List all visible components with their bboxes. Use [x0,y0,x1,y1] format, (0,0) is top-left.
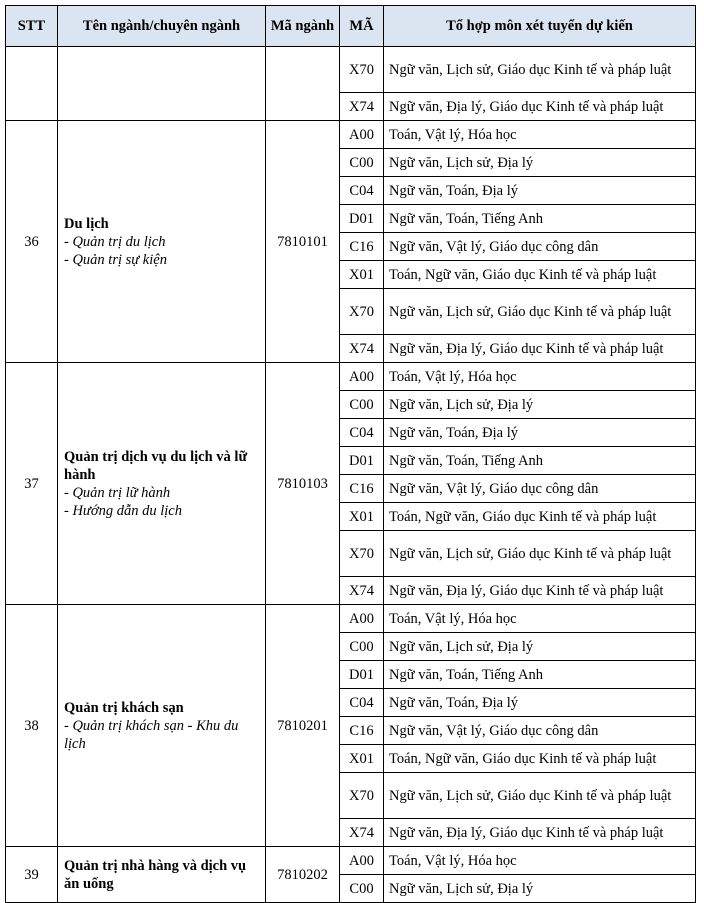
table-row [6,363,696,391]
major-title: Du lịch [64,215,109,232]
subject-combination: Ngữ văn, Toán, Tiếng Anh [384,661,696,689]
major-title: Quản trị dịch vụ du lịch và lữ hành [64,448,248,483]
subject-combination: Ngữ văn, Địa lý, Giáo dục Kinh tế và pháp luật [384,577,696,605]
combination-code: C04 [340,419,384,447]
combination-code: C16 [340,475,384,503]
subject-combination: Ngữ văn, Vật lý, Giáo dục công dân [384,233,696,261]
subject-combination: Ngữ văn, Địa lý, Giáo dục Kinh tế và pháp luật [384,93,696,121]
subject-combination: Ngữ văn, Lịch sử, Giáo dục Kinh tế và pháp luật [384,47,696,93]
combination-code: X01 [340,745,384,773]
combination-code: X01 [340,261,384,289]
combination-code: C00 [340,391,384,419]
subject-combination: Ngữ văn, Lịch sử, Địa lý [384,633,696,661]
specialization: - Hướng dẫn du lịch [64,502,182,519]
subject-combination: Ngữ văn, Lịch sử, Địa lý [384,149,696,177]
subject-combination: Ngữ văn, Toán, Tiếng Anh [384,447,696,475]
subject-combination: Ngữ văn, Lịch sử, Địa lý [384,391,696,419]
subject-combination: Ngữ văn, Lịch sử, Giáo dục Kinh tế và pháp luật [384,773,696,819]
header-ma: MÃ [340,6,384,47]
combination-code: C00 [340,633,384,661]
subject-combination: Toán, Vật lý, Hóa học [384,847,696,875]
subject-combination: Ngữ văn, Toán, Địa lý [384,419,696,447]
table-row [6,47,696,93]
subject-combination: Ngữ văn, Toán, Địa lý [384,177,696,205]
combination-code: D01 [340,447,384,475]
major-name-cell [58,605,266,847]
combination-code: A00 [340,363,384,391]
combination-code: X70 [340,531,384,577]
major-name-cell [58,363,266,605]
table-row [6,121,696,149]
specialization: - Quản trị du lịch [64,233,166,250]
combination-code: D01 [340,661,384,689]
specialization: - Quản trị sự kiện [64,251,167,268]
stt-cell: 36 [6,121,58,363]
major-code-cell: 7810103 [266,363,340,605]
subject-combination: Ngữ văn, Vật lý, Giáo dục công dân [384,717,696,745]
subject-combination: Ngữ văn, Toán, Địa lý [384,689,696,717]
combination-code: X01 [340,503,384,531]
subject-combination: Ngữ văn, Lịch sử, Địa lý [384,875,696,903]
combination-code: C16 [340,233,384,261]
combination-code: C16 [340,717,384,745]
combination-code: X70 [340,289,384,335]
subject-combination: Ngữ văn, Địa lý, Giáo dục Kinh tế và pháp luật [384,335,696,363]
stt-cell: 39 [6,847,58,903]
major-name-cell [58,847,266,903]
major-code-cell: 7810201 [266,605,340,847]
subject-combination: Toán, Ngữ văn, Giáo dục Kinh tế và pháp luật [384,261,696,289]
combination-code: A00 [340,121,384,149]
major-code-cell: 7810101 [266,121,340,363]
combination-code: A00 [340,847,384,875]
subject-combination: Toán, Ngữ văn, Giáo dục Kinh tế và pháp luật [384,503,696,531]
subject-combination: Ngữ văn, Lịch sử, Giáo dục Kinh tế và pháp luật [384,289,696,335]
specialization: - Quản trị khách sạn - Khu du lịch [64,717,239,752]
subject-combination: Toán, Vật lý, Hóa học [384,605,696,633]
stt-cell: 37 [6,363,58,605]
table-row [6,847,696,875]
subject-combination: Toán, Vật lý, Hóa học [384,121,696,149]
specialization: - Quản trị lữ hành [64,484,171,501]
subject-combination: Ngữ văn, Toán, Tiếng Anh [384,205,696,233]
combination-code: X74 [340,335,384,363]
combination-code: X70 [340,47,384,93]
combination-code: C04 [340,689,384,717]
major-title: Quản trị nhà hàng và dịch vụ ăn uống [64,857,247,892]
table-row [6,605,696,633]
major-code-cell [266,47,340,121]
combination-code: A00 [340,605,384,633]
stt-cell: 38 [6,605,58,847]
header-combo: Tổ hợp môn xét tuyển dự kiến [384,6,696,47]
combination-code: C04 [340,177,384,205]
subject-combination: Ngữ văn, Lịch sử, Giáo dục Kinh tế và pháp luật [384,531,696,577]
combination-code: C00 [340,149,384,177]
combination-code: X70 [340,773,384,819]
combination-code: D01 [340,205,384,233]
subject-combination: Ngữ văn, Địa lý, Giáo dục Kinh tế và pháp luật [384,819,696,847]
combination-code: C00 [340,875,384,903]
stt-cell [6,47,58,121]
header-code: Mã ngành [266,6,340,47]
subject-combination: Toán, Vật lý, Hóa học [384,363,696,391]
major-name-cell [58,121,266,363]
combination-code: X74 [340,577,384,605]
header-name: Tên ngành/chuyên ngành [58,6,266,47]
header-stt: STT [6,6,58,47]
subject-combination: Ngữ văn, Vật lý, Giáo dục công dân [384,475,696,503]
header-row [6,6,696,47]
subject-combination: Toán, Ngữ văn, Giáo dục Kinh tế và pháp luật [384,745,696,773]
combination-code: X74 [340,819,384,847]
major-title: Quản trị khách sạn [64,699,184,716]
combination-code: X74 [340,93,384,121]
name-cell [58,47,266,121]
major-code-cell: 7810202 [266,847,340,903]
admission-table [5,5,696,903]
